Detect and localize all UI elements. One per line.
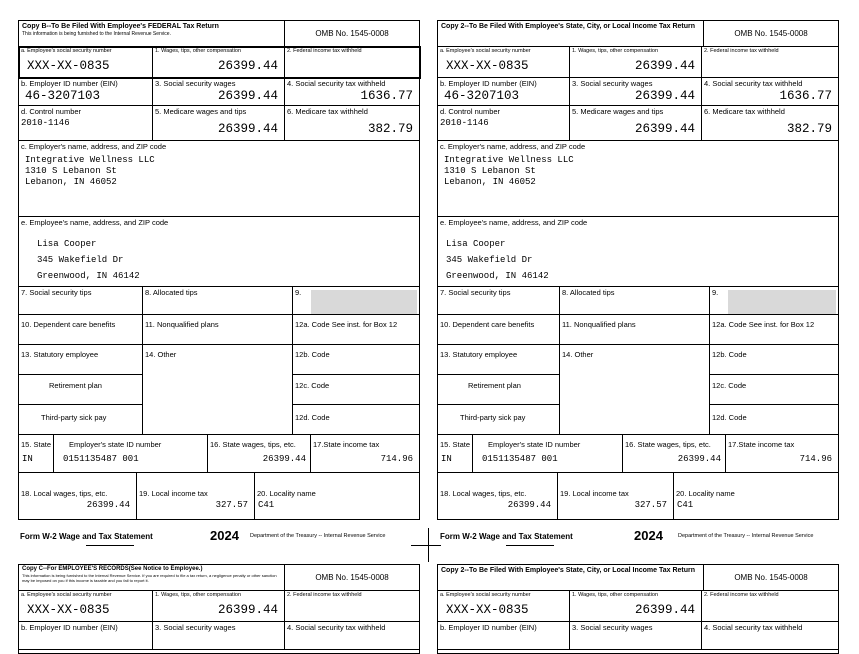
box-20-locality xyxy=(255,473,419,519)
box-d-control xyxy=(438,106,570,141)
employee-city: Greenwood, IN 46142 xyxy=(446,271,549,281)
box-1-wages xyxy=(570,47,702,78)
fed-tax-label: 2. Federal income tax withheld xyxy=(704,592,779,598)
box-13-sick-pay xyxy=(19,405,143,435)
box-13-retirement xyxy=(438,375,560,405)
box-13-label: 13. Statutory employee xyxy=(21,350,99,359)
box-18-label: 18. Local wages, tips, etc. xyxy=(440,489,527,498)
local-wages-value: 26399.44 xyxy=(86,500,130,510)
box-d-control xyxy=(19,106,153,141)
box-b-ein xyxy=(19,622,153,650)
box-19-local-tax xyxy=(558,473,674,519)
box-2-fed-tax xyxy=(285,47,419,78)
state-value: IN xyxy=(441,454,452,464)
ein-label: b. Employer ID number (EIN) xyxy=(440,79,537,88)
wages-value: 26399.44 xyxy=(634,59,695,73)
box-16-label: 16. State wages, tips, etc. xyxy=(625,440,711,449)
box-2-fed-tax xyxy=(285,591,419,622)
box-b-ein xyxy=(438,78,570,106)
box-12c xyxy=(293,375,419,405)
retirement-label: Retirement plan xyxy=(468,381,521,390)
locality-value: C41 xyxy=(677,500,694,510)
ss-wages-value: 26399.44 xyxy=(217,89,278,103)
employer-city: Lebanon, IN 46052 xyxy=(25,177,117,187)
local-tax-value: 327.57 xyxy=(634,500,667,510)
box-c-employer xyxy=(19,141,419,217)
form-footer-label: Form W-2 Wage and Tax Statement xyxy=(20,532,153,541)
state-tax-value: 714.96 xyxy=(380,454,413,464)
box-11-label: 11. Nonqualified plans xyxy=(145,320,219,329)
box-13-statutory xyxy=(19,345,143,375)
retirement-label: Retirement plan xyxy=(49,381,102,390)
employee-street: 345 Wakefield Dr xyxy=(37,255,124,265)
form-subtitle: This information is being furnished to the Internal Revenue Service. If you are required to file a tax return, a negligence penalty or other sanction may be imposed on you if this income is taxable and you fail to report it. xyxy=(22,573,277,583)
employer-label: c. Employer's name, address, and ZIP code xyxy=(21,142,167,151)
control-label: d. Control number xyxy=(21,107,82,116)
ein-value: 46-3207103 xyxy=(25,89,101,103)
divider xyxy=(472,435,473,473)
box-2-fed-tax xyxy=(702,591,838,622)
local-wages-value: 26399.44 xyxy=(507,500,551,510)
box-12b-label: 12b. Code xyxy=(712,350,747,359)
box-7 xyxy=(438,287,560,315)
box-9-label: 9. xyxy=(712,288,719,297)
state-value: IN xyxy=(22,454,33,464)
ein-label: b. Employer ID number (EIN) xyxy=(440,623,537,632)
employee-street: 345 Wakefield Dr xyxy=(446,255,533,265)
med-wages-value: 26399.44 xyxy=(634,122,695,136)
form-title: Copy 2--To Be Filed With Employee's State, City, or Local Income Tax Return xyxy=(441,567,696,574)
state-tax-value: 714.96 xyxy=(799,454,832,464)
box-8-label: 8. Allocated tips xyxy=(145,288,198,297)
form-header xyxy=(19,565,285,591)
med-wages-label: 5. Medicare wages and tips xyxy=(155,107,247,116)
box-10 xyxy=(19,315,143,345)
form-header xyxy=(438,21,704,47)
cut-mark-horizontal xyxy=(411,545,441,546)
ss-wages-label: 3. Social security wages xyxy=(572,79,653,88)
omb-number: OMB No. 1545-0008 xyxy=(315,29,389,38)
box-9-label: 9. xyxy=(295,288,302,297)
box-11 xyxy=(560,315,710,345)
ein-label: b. Employer ID number (EIN) xyxy=(21,79,118,88)
box-7-label: 7. Social security tips xyxy=(440,288,511,297)
box-11-label: 11. Nonqualified plans xyxy=(562,320,636,329)
state-id-value: 0151135487 001 xyxy=(63,454,139,464)
employee-city: Greenwood, IN 46142 xyxy=(37,271,140,281)
box-10 xyxy=(438,315,560,345)
box-13-sick-pay xyxy=(438,405,560,435)
employer-name: Integrative Wellness LLC xyxy=(25,155,155,165)
ein-value: 46-3207103 xyxy=(444,89,520,103)
box-b-ein xyxy=(438,622,570,650)
box-2-fed-tax xyxy=(702,47,838,78)
box-12d-label: 12d. Code xyxy=(295,413,330,422)
fed-tax-label: 2. Federal income tax withheld xyxy=(287,48,362,54)
med-tax-value: 382.79 xyxy=(786,122,832,136)
box-12d xyxy=(710,405,838,435)
box-4-ss-tax xyxy=(702,78,838,106)
box-8 xyxy=(560,287,710,315)
ss-tax-value: 1636.77 xyxy=(779,89,832,103)
box-14 xyxy=(143,345,293,435)
box-16-label: 16. State wages, tips, etc. xyxy=(210,440,296,449)
ssn-label: a. Employee's social security number xyxy=(440,48,531,54)
form-header xyxy=(19,21,285,47)
box-19-label: 19. Local income tax xyxy=(560,489,629,498)
wages-label: 1. Wages, tips, other compensation xyxy=(572,592,659,598)
employer-name: Integrative Wellness LLC xyxy=(444,155,574,165)
med-wages-value: 26399.44 xyxy=(217,122,278,136)
box-e-employee xyxy=(19,217,419,287)
ss-tax-label: 4. Social security tax withheld xyxy=(287,623,386,632)
box-5-med-wages xyxy=(153,106,285,141)
box-5-med-wages xyxy=(570,106,702,141)
box-10-label: 10. Dependent care benefits xyxy=(440,320,535,329)
box-12b xyxy=(710,345,838,375)
w2-form-copy-b xyxy=(18,20,420,520)
box-16-state-wages xyxy=(207,435,311,473)
omb-cell xyxy=(704,21,838,47)
box-3-ss-wages xyxy=(153,78,285,106)
ss-tax-label: 4. Social security tax withheld xyxy=(704,623,803,632)
wages-value: 26399.44 xyxy=(634,603,695,617)
box-14 xyxy=(560,345,710,435)
med-tax-value: 382.79 xyxy=(367,122,413,136)
control-value: 2010-1146 xyxy=(440,118,489,128)
box-1-wages xyxy=(570,591,702,622)
ss-wages-value: 26399.44 xyxy=(634,89,695,103)
form-title: Copy C--For EMPLOYEE'S RECORDS(See Notice to Employee.) This information is being furnished to the Internal Revenue Service. If you are required to file a tax return, a negligence penalty or other sanction may be imposed on you if this income is taxable and you fail to report it. xyxy=(22,566,284,583)
ssn-value: XXX-XX-0835 xyxy=(27,603,110,617)
ssn-label: a. Employee's social security number xyxy=(440,592,531,598)
box-11 xyxy=(143,315,293,345)
box-1-wages xyxy=(153,47,285,78)
box-17-label: 17.State income tax xyxy=(728,440,795,449)
form-title: Copy B--To Be Filed With Employee's FEDERAL Tax Return This information is being furnished to the Internal Revenue Service. xyxy=(22,23,219,37)
box-c-employer xyxy=(438,141,838,217)
box-12b xyxy=(293,345,419,375)
box-b-ein xyxy=(19,78,153,106)
ss-wages-label: 3. Social security wages xyxy=(155,79,236,88)
box-19-label: 19. Local income tax xyxy=(139,489,208,498)
dept-label: Department of the Treasury -- Internal Revenue Service xyxy=(250,533,386,539)
ss-tax-value: 1636.77 xyxy=(360,89,413,103)
wages-value: 26399.44 xyxy=(217,59,278,73)
box-7-label: 7. Social security tips xyxy=(21,288,92,297)
box-8 xyxy=(143,287,293,315)
box-9-shade xyxy=(728,290,836,314)
box-15-label: 15. State xyxy=(21,440,52,449)
footer-underline xyxy=(86,545,134,546)
ss-wages-label: 3. Social security wages xyxy=(572,623,653,632)
box-18-label: 18. Local wages, tips, etc. xyxy=(21,489,108,498)
box-14-label: 14. Other xyxy=(562,350,594,359)
wages-label: 1. Wages, tips, other compensation xyxy=(572,48,659,54)
omb-number: OMB No. 1545-0008 xyxy=(734,29,808,38)
employer-city: Lebanon, IN 46052 xyxy=(444,177,536,187)
box-12c-label: 12c. Code xyxy=(295,381,330,390)
dept-label: Department of the Treasury -- Internal Revenue Service xyxy=(678,533,814,539)
omb-cell xyxy=(285,21,419,47)
locality-value: C41 xyxy=(258,500,275,510)
employee-name: Lisa Cooper xyxy=(37,239,97,249)
employee-name: Lisa Cooper xyxy=(446,239,506,249)
box-3-ss-wages xyxy=(570,78,702,106)
box-1-wages xyxy=(153,591,285,622)
form-title: Copy 2--To Be Filed With Employee's State, City, or Local Income Tax Return xyxy=(441,23,696,30)
omb-cell xyxy=(285,565,419,591)
box-4-ss-tax xyxy=(702,622,838,650)
box-17-state-tax xyxy=(726,435,838,473)
omb-number: OMB No. 1545-0008 xyxy=(734,573,808,582)
control-label: d. Control number xyxy=(440,107,501,116)
wages-value: 26399.44 xyxy=(217,603,278,617)
box-7 xyxy=(19,287,143,315)
box-12b-label: 12b. Code xyxy=(295,350,330,359)
box-a-ssn xyxy=(19,591,153,622)
box-e-employee xyxy=(438,217,838,287)
omb-number: OMB No. 1545-0008 xyxy=(315,573,389,582)
wages-label: 1. Wages, tips, other compensation xyxy=(155,592,242,598)
employer-street: 1310 S Lebanon St xyxy=(25,166,117,176)
state-id-label: Employer's state ID number xyxy=(488,440,581,449)
box-16-state-wages xyxy=(622,435,726,473)
box-6-med-tax xyxy=(285,106,419,141)
box-17-state-tax xyxy=(311,435,419,473)
form-header xyxy=(438,565,704,591)
state-id-label: Employer's state ID number xyxy=(69,440,162,449)
sick-pay-label: Third-party sick pay xyxy=(460,413,526,422)
box-12c xyxy=(710,375,838,405)
ssn-value: XXX-XX-0835 xyxy=(446,603,529,617)
box-20-label: 20. Locality name xyxy=(676,489,735,498)
local-tax-value: 327.57 xyxy=(215,500,248,510)
box-12c-label: 12c. Code xyxy=(712,381,747,390)
box-15-label: 15. State xyxy=(440,440,471,449)
omb-cell xyxy=(704,565,838,591)
ssn-label: a. Employee's social security number xyxy=(21,48,112,54)
box-12a xyxy=(710,315,838,345)
box-3-ss-wages xyxy=(153,622,285,650)
box-18-local-wages xyxy=(19,473,137,519)
box-10-label: 10. Dependent care benefits xyxy=(21,320,116,329)
box-20-label: 20. Locality name xyxy=(257,489,316,498)
divider xyxy=(53,435,54,473)
box-9 xyxy=(710,287,838,315)
med-tax-label: 6. Medicare tax withheld xyxy=(704,107,785,116)
fed-tax-label: 2. Federal income tax withheld xyxy=(704,48,779,54)
box-4-ss-tax xyxy=(285,78,419,106)
state-wages-value: 26399.44 xyxy=(262,454,306,464)
sick-pay-label: Third-party sick pay xyxy=(41,413,107,422)
ssn-value: XXX-XX-0835 xyxy=(446,59,529,73)
box-12d-label: 12d. Code xyxy=(712,413,747,422)
box-9-shade xyxy=(311,290,417,314)
box-6-med-tax xyxy=(702,106,838,141)
box-3-ss-wages xyxy=(570,622,702,650)
box-a-ssn xyxy=(438,591,570,622)
employee-label: e. Employee's name, address, and ZIP code xyxy=(440,218,588,227)
cut-mark-vertical xyxy=(428,528,429,562)
box-20-locality xyxy=(674,473,838,519)
ss-tax-label: 4. Social security tax withheld xyxy=(287,79,386,88)
w2-form-copy-2-bottom xyxy=(437,564,839,654)
ein-label: b. Employer ID number (EIN) xyxy=(21,623,118,632)
box-13-statutory xyxy=(438,345,560,375)
box-9 xyxy=(293,287,419,315)
employer-label: c. Employer's name, address, and ZIP code xyxy=(440,142,586,151)
state-wages-value: 26399.44 xyxy=(677,454,721,464)
wages-label: 1. Wages, tips, other compensation xyxy=(155,48,242,54)
box-a-ssn xyxy=(19,47,153,78)
box-13-retirement xyxy=(19,375,143,405)
box-12a xyxy=(293,315,419,345)
ss-tax-label: 4. Social security tax withheld xyxy=(704,79,803,88)
form-year: 2024 xyxy=(210,528,239,543)
w2-form-copy-c xyxy=(18,564,420,654)
box-12d xyxy=(293,405,419,435)
footer-underline xyxy=(506,545,554,546)
box-12a-label: 12a. Code See inst. for Box 12 xyxy=(712,320,815,329)
med-wages-label: 5. Medicare wages and tips xyxy=(572,107,664,116)
box-17-label: 17.State income tax xyxy=(313,440,380,449)
box-14-label: 14. Other xyxy=(145,350,177,359)
form-year: 2024 xyxy=(634,528,663,543)
box-19-local-tax xyxy=(137,473,255,519)
employee-label: e. Employee's name, address, and ZIP code xyxy=(21,218,169,227)
box-a-ssn xyxy=(438,47,570,78)
box-13-label: 13. Statutory employee xyxy=(440,350,518,359)
form-footer-label: Form W-2 Wage and Tax Statement xyxy=(440,532,573,541)
employer-street: 1310 S Lebanon St xyxy=(444,166,536,176)
fed-tax-label: 2. Federal income tax withheld xyxy=(287,592,362,598)
box-8-label: 8. Allocated tips xyxy=(562,288,615,297)
state-id-value: 0151135487 001 xyxy=(482,454,558,464)
ss-wages-label: 3. Social security wages xyxy=(155,623,236,632)
form-subtitle: This information is being furnished to the Internal Revenue Service. xyxy=(22,31,171,37)
med-tax-label: 6. Medicare tax withheld xyxy=(287,107,368,116)
ssn-value: XXX-XX-0835 xyxy=(27,59,110,73)
control-value: 2010-1146 xyxy=(21,118,70,128)
ssn-label: a. Employee's social security number xyxy=(21,592,112,598)
box-4-ss-tax xyxy=(285,622,419,650)
box-12a-label: 12a. Code See inst. for Box 12 xyxy=(295,320,398,329)
box-18-local-wages xyxy=(438,473,558,519)
w2-form-copy-2 xyxy=(437,20,839,520)
